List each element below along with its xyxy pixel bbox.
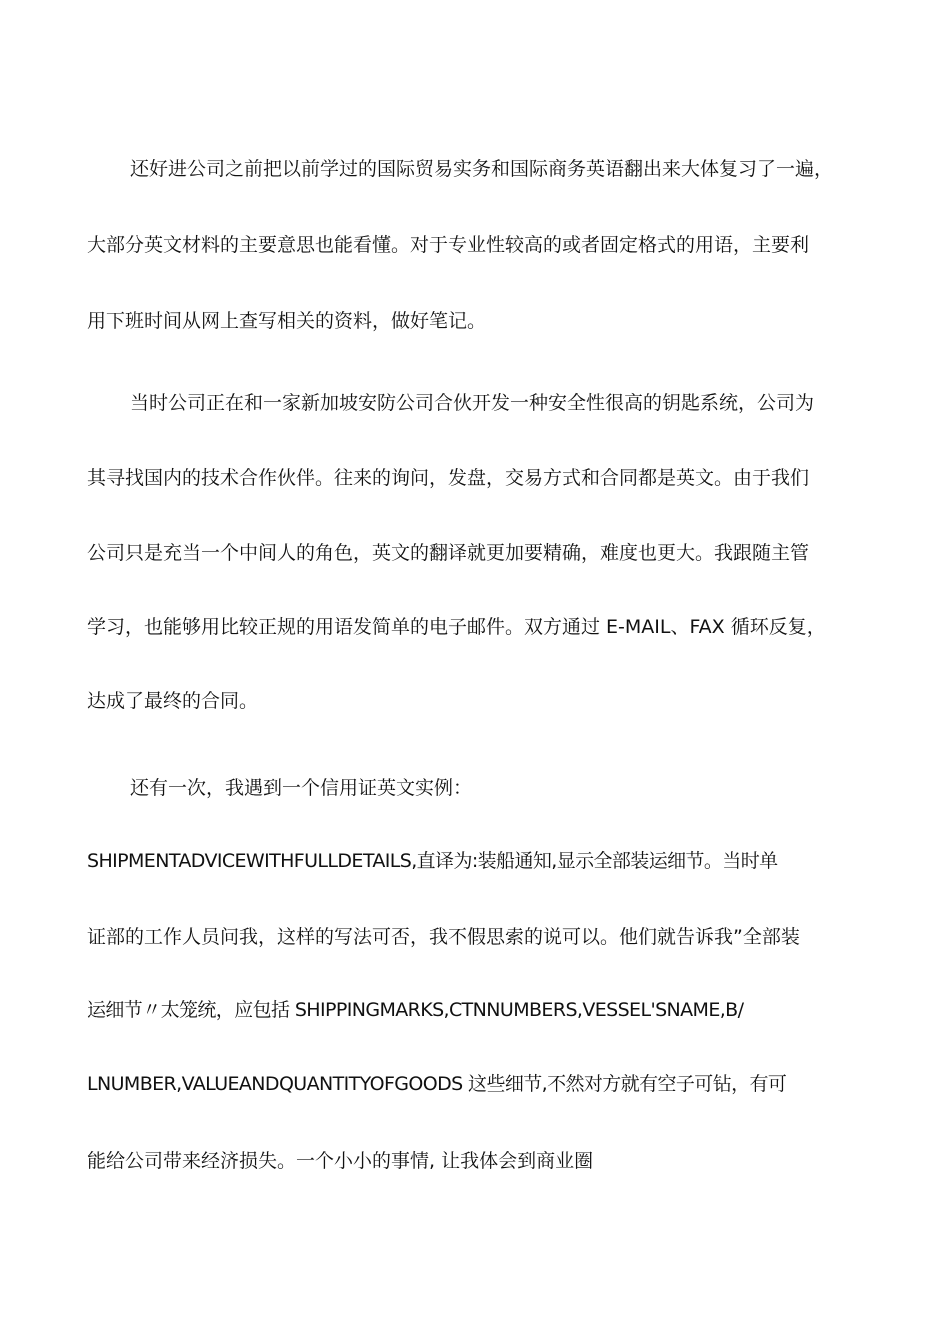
paragraph-2-line-2: 其寻找国内的技术合作伙伴。往来的询问，发盘，交易方式和合同都是英文。由于我们 [87,467,810,489]
paragraph-3-line-2: SHIPMENTADVICEWITHFULLDETAILS,直译为:装船通知,显示全部装运细节。当时单 [87,850,778,872]
paragraph-2-line-3: 公司只是充当一个中间人的角色，英文的翻译就更加要精确，难度也更大。我跟随主管 [87,542,810,564]
paragraph-2-line-1: 当时公司正在和一家新加坡安防公司合伙开发一种安全性很高的钥匙系统，公司为 [130,392,815,414]
paragraph-1-line-3: 用下班时间从网上查写相关的资料，做好笔记。 [87,310,487,332]
paragraph-1-line-1: 还好进公司之前把以前学过的国际贸易实务和国际商务英语翻出来大体复习了一遍， [130,158,834,180]
paragraph-3-line-1: 还有一次，我遇到一个信用证英文实例： [130,777,473,799]
paragraph-3-line-6: 能给公司带来经济损失。一个小小的事情, 让我体会到商业圈 [87,1150,594,1172]
paragraph-2-line-5: 达成了最终的合同。 [87,690,259,712]
paragraph-2-line-4: 学习，也能够用比较正规的用语发简单的电子邮件。双方通过 E-MAIL、FAX 循环反复， [87,616,826,638]
paragraph-3-line-4: 运细节〃太笼统，应包括 SHIPPINGMARKS,CTNNUMBERS,VESSEL'SNAME,B/ [87,999,744,1021]
paragraph-3-line-5: LNUMBER,VALUEANDQUANTITYOFGOODS 这些细节,不然对方就有空子可钻，有可 [87,1073,787,1095]
paragraph-1-line-2: 大部分英文材料的主要意思也能看懂。对于专业性较高的或者固定格式的用语，主要利 [87,234,810,256]
paragraph-3-line-3: 证部的工作人员问我，这样的写法可否，我不假思索的说可以。他们就告诉我”全部装 [87,926,800,948]
